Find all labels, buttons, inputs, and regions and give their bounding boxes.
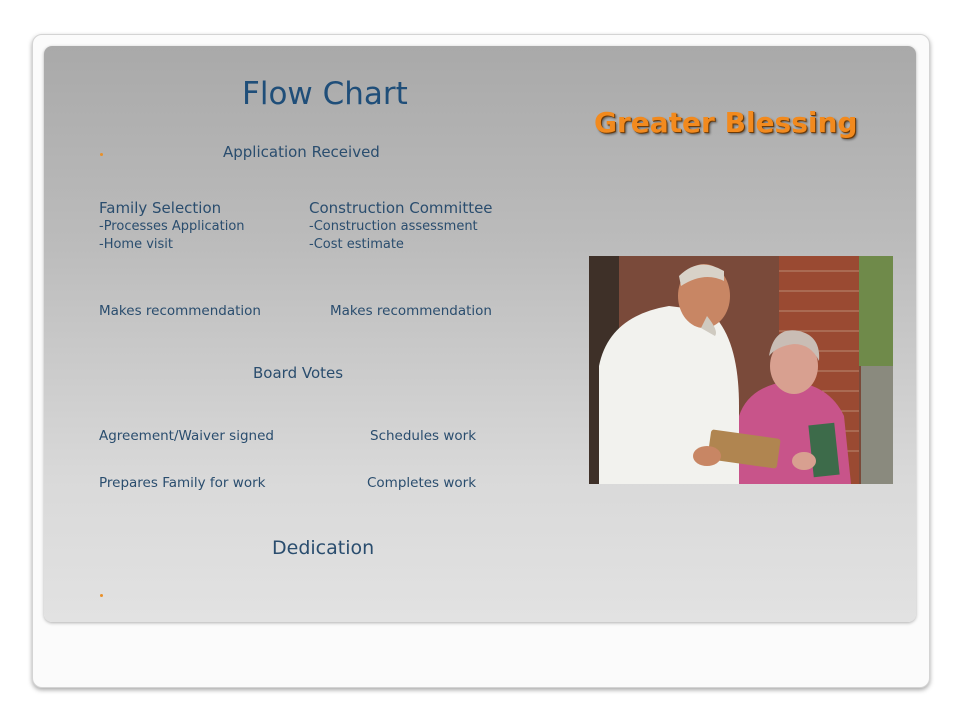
dedication: Dedication <box>272 537 375 559</box>
photo <box>589 256 893 484</box>
prepares-family: Prepares Family for work <box>99 475 266 491</box>
schedules-work: Schedules work <box>370 428 477 444</box>
brand-title: Greater Blessing <box>594 106 858 139</box>
completes-work: Completes work <box>367 475 477 491</box>
family-selection-line2: -Home visit <box>99 237 174 252</box>
family-recommendation: Makes recommendation <box>99 303 261 319</box>
bullet-icon <box>100 153 103 156</box>
agreement-signed: Agreement/Waiver signed <box>99 428 274 444</box>
board-votes: Board Votes <box>253 364 344 382</box>
photo-icon <box>589 256 893 484</box>
slide-title: Flow Chart <box>242 76 408 112</box>
construction-committee-line1: -Construction assessment <box>309 219 478 234</box>
bullet-icon <box>100 594 103 597</box>
construction-committee-heading: Construction Committee <box>309 199 493 217</box>
construction-recommendation: Makes recommendation <box>330 303 492 319</box>
construction-committee-line2: -Cost estimate <box>309 237 404 252</box>
application-received: Application Received <box>223 143 380 161</box>
family-selection-line1: -Processes Application <box>99 219 245 234</box>
family-selection-heading: Family Selection <box>99 199 222 217</box>
